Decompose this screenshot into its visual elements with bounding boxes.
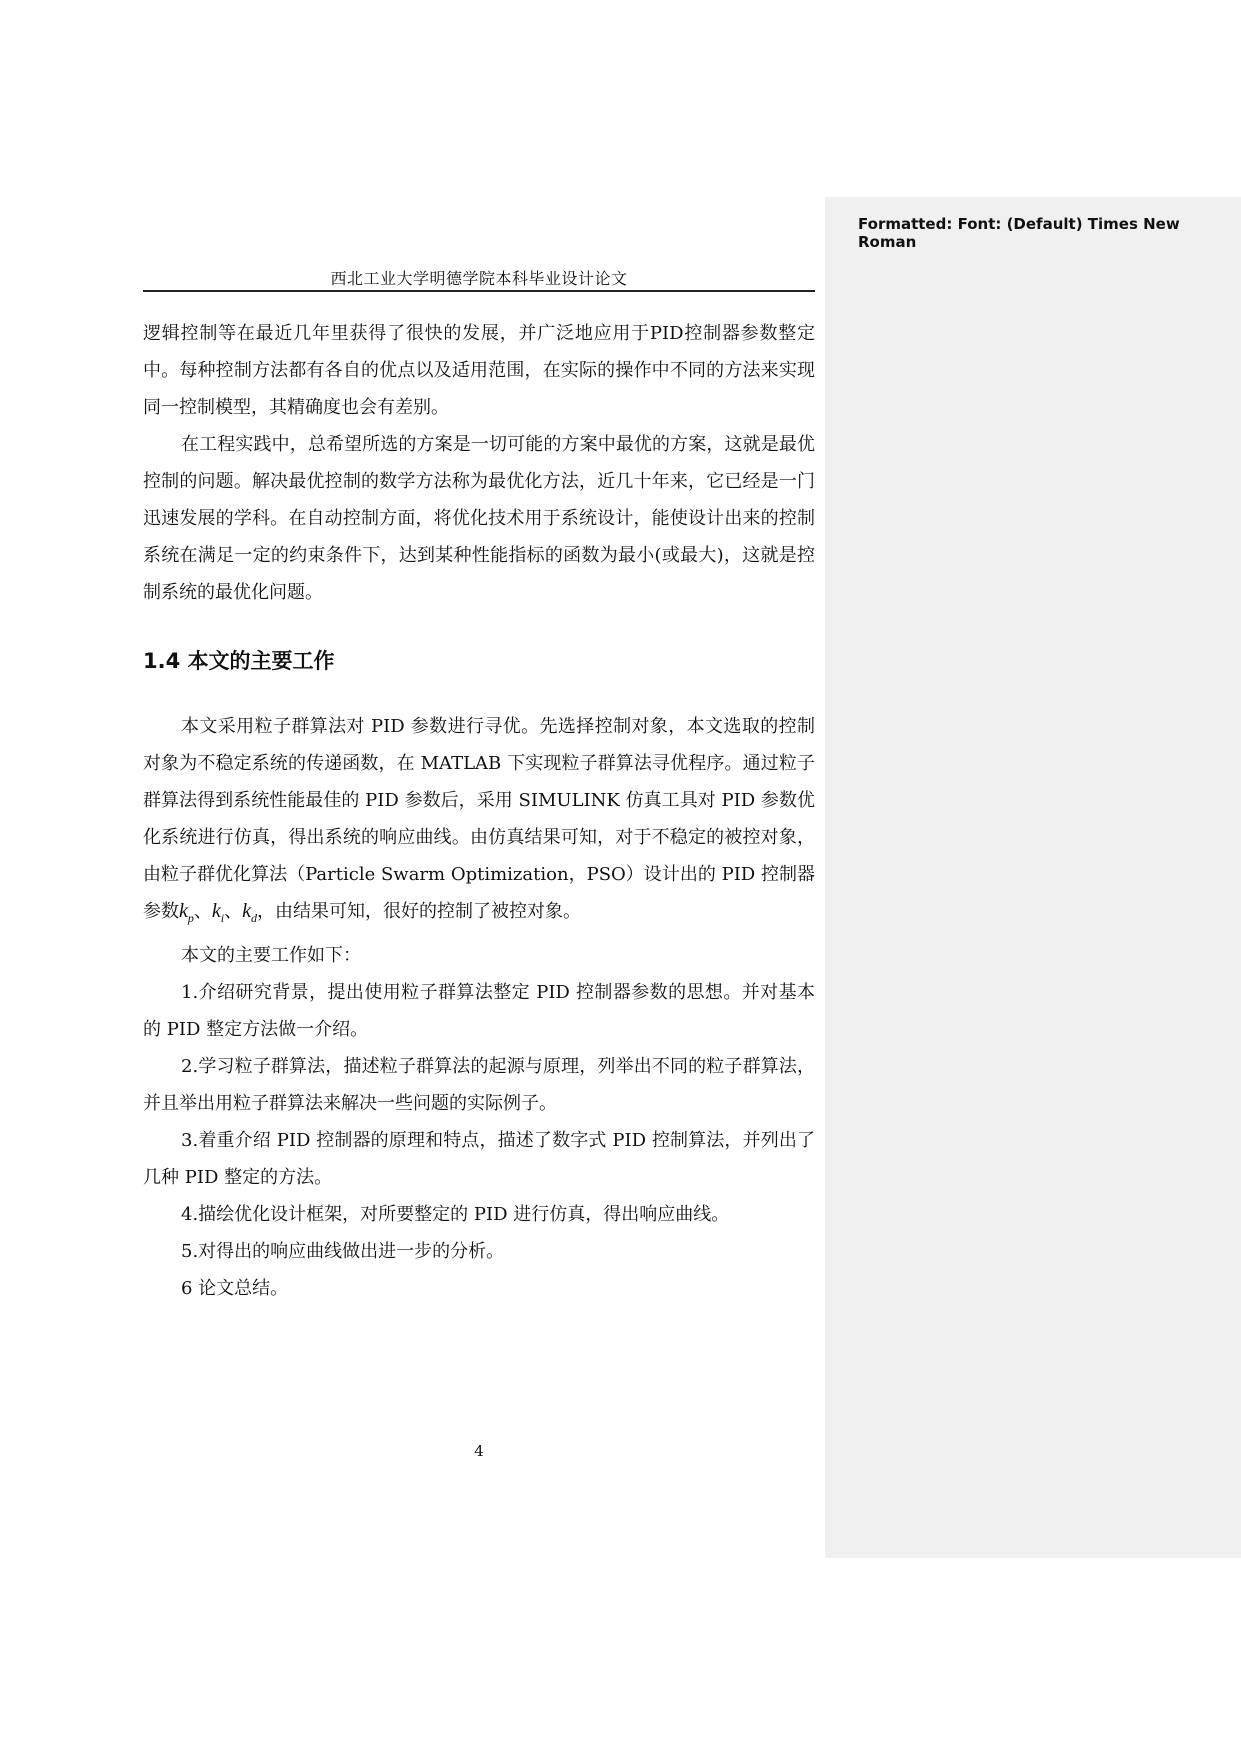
work-intro: 本文的主要工作如下： [181, 945, 361, 966]
separator: 、 [224, 901, 243, 922]
param-ki: $k_i$ [211, 900, 225, 925]
list-item: 2.学习粒子群算法，描述粒子群算法的起源与原理，列举出不同的粒子群算法，并且举出用粒子群算法来解决一些问题的实际例子。 [143, 1056, 815, 1114]
list-item: 4.描绘优化设计框架，对所要整定的 PID 进行仿真，得出响应曲线。 [181, 1204, 730, 1225]
running-header: 西北工业大学明德学院本科毕业设计论文 [330, 269, 628, 288]
list-item: 3.着重介绍 PID 控制器的原理和特点，描述了数字式 PID 控制算法，并列出了几种 PID 整定的方法。 [143, 1130, 815, 1188]
header-rule [143, 290, 815, 292]
comment-pane-label: Formatted: Font: (Default) Times New Roman [858, 215, 1180, 251]
intro-text: 本文采用粒子群算法对 PID 参数进行寻优。先选择控制对象，本文选取的控制对象为不稳定系统的传递函数，在 MATLAB 下实现粒子群算法寻优程序。通过粒子群算法得到系统性能最佳的 PID 参数后，采用 SIMULINK 仿真工具对 PID 参数优化系统进行仿真，得出系统的响应曲线。由仿真结果可知，对于不稳定的被控对象，由粒子群优化算法（Particle Swarm Optimization，PSO）设计出的 PID 控制器参数 [143, 716, 815, 922]
document-page [143, 0, 815, 1754]
page-number: 4 [474, 1442, 484, 1460]
paragraph-optimization: 在工程实践中，总希望所选的方案是一切可能的方案中最优的方案，这就是最优控制的问题。解决最优控制的数学方法称为最优化方法，近几十年来，它已经是一门迅速发展的学科。在自动控制方面，将优化技术用于系统设计，能使设计出来的控制系统在满足一定的约束条件下，达到某种性能指标的函数为最小(或最大)，这就是控制系统的最优化问题。 [143, 434, 815, 603]
paragraph-section-intro [143, 708, 815, 937]
param-kp: $k_p$ [179, 900, 194, 925]
intro-tail: ，由结果可知，很好的控制了被控对象。 [257, 901, 582, 922]
list-item: 6 论文总结。 [181, 1278, 289, 1299]
paragraph-continued: 逻辑控制等在最近几年里获得了很快的发展，并广泛地应用于PID控制器参数整定中。每种控制方法都有各自的优点以及适用范围，在实际的操作中不同的方法来实现同一控制模型，其精确度也会有差别。 [143, 323, 815, 418]
list-item: 5.对得出的响应曲线做出进一步的分析。 [181, 1241, 505, 1262]
comment-pane [825, 197, 1241, 1558]
section-heading: 1.4 本文的主要工作 [143, 649, 335, 673]
param-kd: $k_d$ [242, 900, 258, 925]
continued-text-block [143, 315, 815, 611]
separator: 、 [193, 901, 212, 922]
section-text-block [143, 708, 815, 1307]
list-item: 1.介绍研究背景，提出使用粒子群算法整定 PID 控制器参数的思想。并对基本的 PID 整定方法做一介绍。 [143, 982, 815, 1040]
